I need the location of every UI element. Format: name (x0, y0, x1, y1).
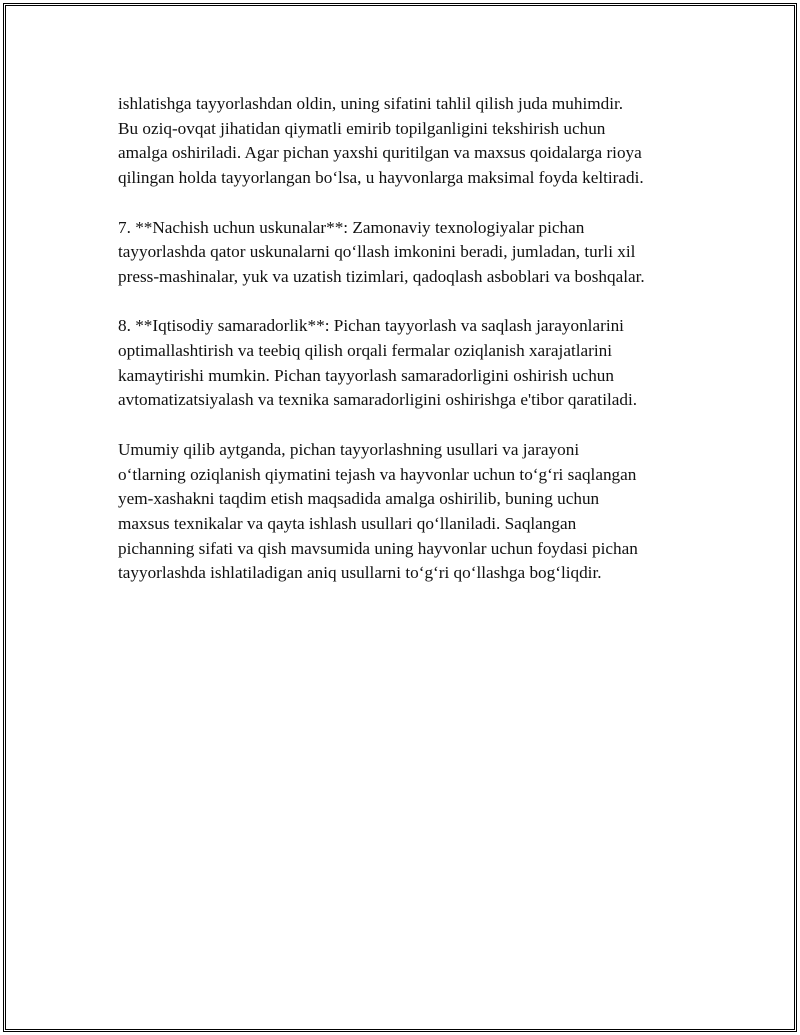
paragraph-hay-quality (118, 92, 698, 191)
text-line: kamaytirishi mumkin. Pichan tayyorlash samaradorligini oshirish uchun (118, 365, 614, 385)
text-line: optimallashtirish va teebiq qilish orqali fermalar oziqlanish xarajatlarini (118, 341, 612, 360)
text-line: ishlatishga tayyorlashdan oldin, uning sifatini tahlil qilish juda muhimdir. (118, 94, 624, 113)
paragraph-item-7-equipment (118, 216, 698, 290)
text-line: 8. **Iqtisodiy samaradorlik**: Pichan tayyorlash va saqlash jarayonlarini (118, 316, 624, 336)
text-line: pichanning sifati va qish mavsumida uning hayvonlar uchun foydasi pichan (118, 538, 638, 558)
text-line: tayyorlashda ishlatiladigan aniq usullarni to‘g‘ri qo‘llashga bog‘liqdir. (118, 563, 602, 583)
text-line: tayyorlashda qator uskunalarni qo‘llash imkonini beradi, jumladan, turli xil (118, 242, 636, 262)
text-line: o‘tlarning oziqlanish qiymatini tejash va hayvonlar uchun to‘g‘ri saqlangan (118, 464, 637, 484)
text-line: maxsus texnikalar va qayta ishlash usullari qo‘llaniladi. Saqlangan (118, 513, 577, 533)
text-line: 7. **Nachish uchun uskunalar**: Zamonaviy texnologiyalar pichan (118, 217, 585, 237)
text-line: press-mashinalar, yuk va uzatish tizimlari, qadoqlash asboblari va boshqalar. (118, 266, 645, 286)
text-line: Bu oziq-ovqat jihatidan qiymatli emirib topilganligini tekshirish uchun (118, 118, 606, 138)
text-line: Umumiy qilib aytganda, pichan tayyorlashning usullari va jarayoni (118, 439, 580, 459)
text-line: amalga oshiriladi. Agar pichan yaxshi quritilgan va maxsus qoidalarga rioya (118, 143, 642, 163)
text-line: qilingan holda tayyorlangan bo‘lsa, u hayvonlarga maksimal foyda keltiradi. (118, 168, 644, 188)
text-line: yem-xashakni taqdim etish maqsadida amalga oshirilib, buning uchun (118, 489, 600, 509)
paragraph-item-8-economic-efficiency (118, 314, 698, 413)
paragraph-conclusion (118, 438, 698, 586)
document-body (118, 92, 698, 611)
text-line: avtomatizatsiyalash va texnika samaradorligini oshirishga e'tibor qaratiladi. (118, 390, 638, 410)
